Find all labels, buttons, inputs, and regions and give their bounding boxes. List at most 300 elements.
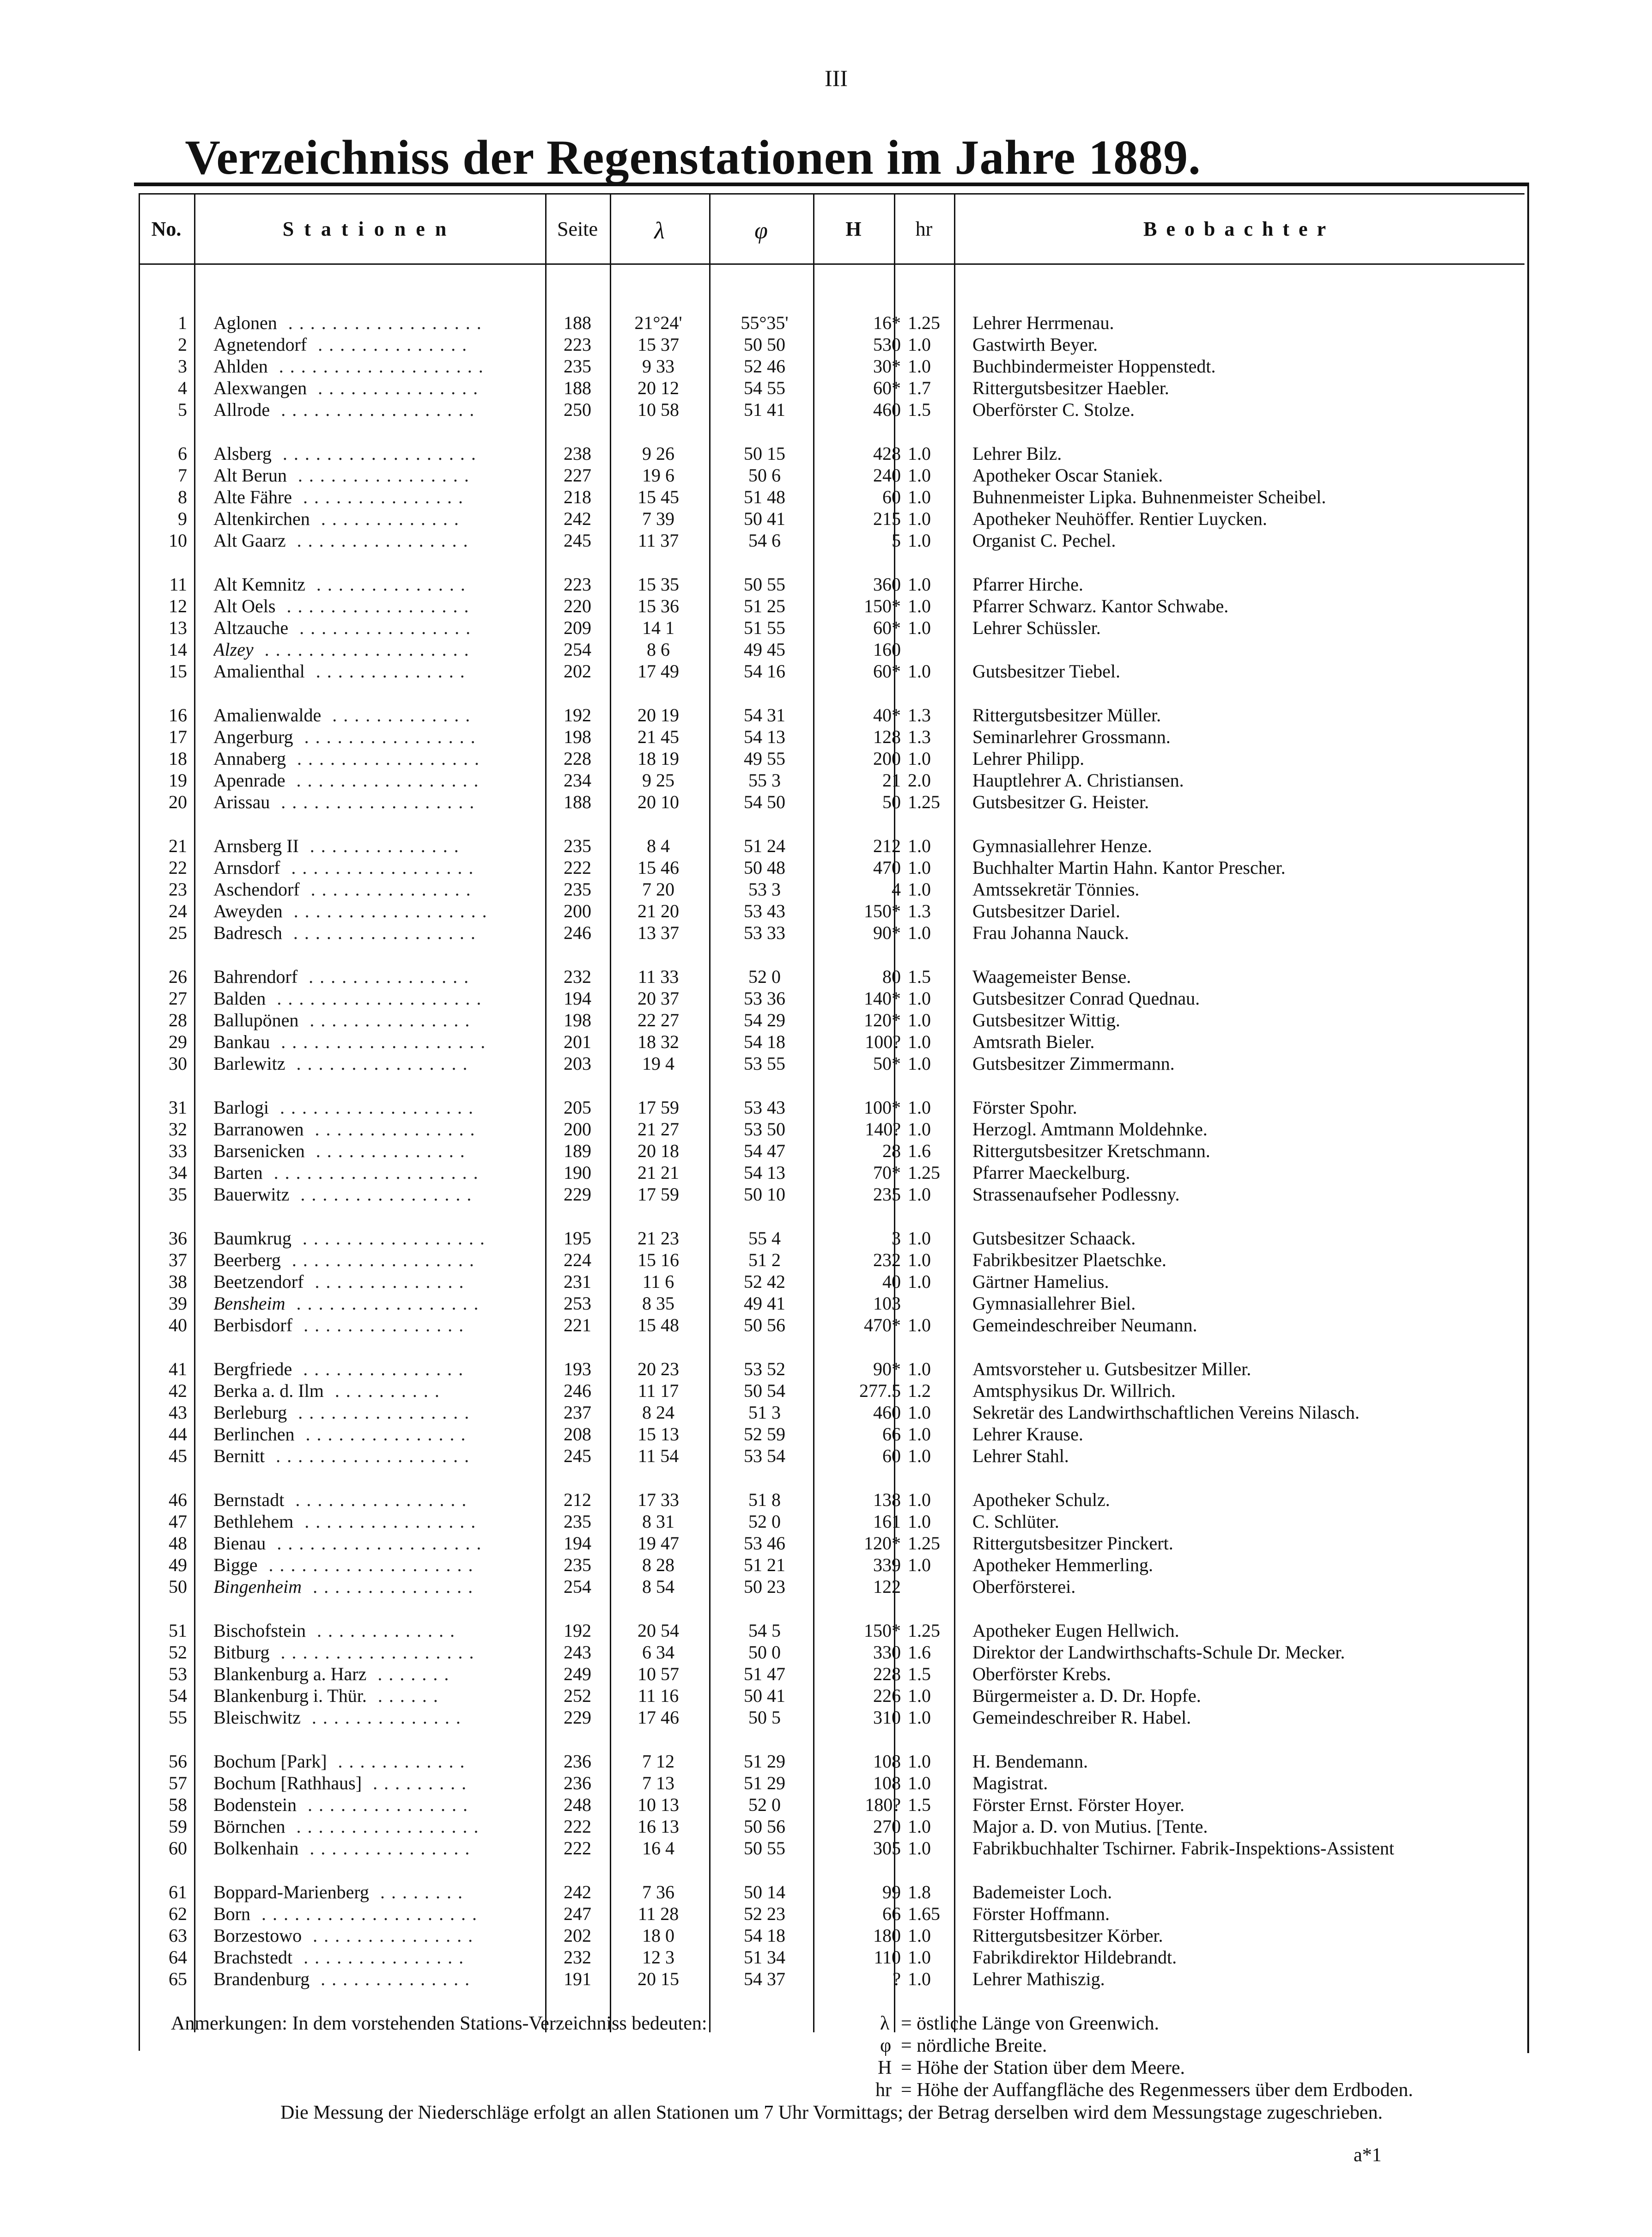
gauge-height: 1.25 bbox=[908, 1533, 940, 1554]
latitude: 50 56 bbox=[744, 1816, 785, 1837]
page-reference: 232 bbox=[564, 966, 591, 987]
observer: Lehrer Bilz. bbox=[972, 443, 1062, 464]
station-name-text: Bleischwitz bbox=[213, 1707, 301, 1728]
table-row bbox=[139, 355, 1524, 377]
gauge-height: 1.25 bbox=[908, 792, 940, 812]
station-name bbox=[213, 1794, 546, 1816]
observer: Gärtner Hamelius. bbox=[972, 1271, 1109, 1292]
table-row bbox=[139, 464, 1524, 486]
longitude: 17 59 bbox=[638, 1097, 679, 1118]
gauge-height: 1.0 bbox=[908, 1097, 931, 1118]
station-name bbox=[213, 1903, 546, 1925]
station-name-text: Bochum [Rathhaus] bbox=[213, 1773, 362, 1793]
station-name-text: Bischofstein bbox=[213, 1620, 306, 1641]
table-row bbox=[139, 900, 1524, 922]
latitude: 53 55 bbox=[744, 1053, 785, 1074]
gauge-height: 1.0 bbox=[908, 988, 931, 1009]
observer: Fabrikbuchhalter Tschirner. Fabrik-Inspektions-Assistent bbox=[972, 1838, 1394, 1859]
station-height: 161 bbox=[873, 1511, 901, 1532]
station-height: 60* bbox=[873, 378, 901, 398]
observer: Seminarlehrer Grossmann. bbox=[972, 726, 1171, 747]
header-h: H bbox=[845, 218, 862, 240]
latitude: 50 14 bbox=[744, 1882, 785, 1902]
latitude: 52 42 bbox=[744, 1271, 785, 1292]
row-group bbox=[139, 704, 1524, 813]
page-number: III bbox=[825, 65, 848, 91]
station-height: 122 bbox=[873, 1576, 901, 1597]
station-name bbox=[213, 464, 546, 486]
station-name bbox=[213, 1641, 546, 1663]
page-reference: 205 bbox=[564, 1097, 591, 1118]
station-number: 11 bbox=[169, 574, 187, 595]
table-row bbox=[139, 748, 1524, 769]
latitude: 50 10 bbox=[744, 1184, 785, 1205]
signature-mark: a*1 bbox=[1354, 2145, 1382, 2166]
notes-phi-definition: = nördliche Breite. bbox=[901, 2035, 1047, 2056]
longitude: 17 33 bbox=[638, 1489, 679, 1510]
page-reference: 188 bbox=[564, 378, 591, 398]
station-number: 20 bbox=[169, 792, 187, 812]
station-name-text: Berleburg bbox=[213, 1402, 287, 1423]
station-name-text: Bensheim bbox=[213, 1293, 285, 1314]
station-name-text: Balden bbox=[213, 988, 266, 1009]
latitude: 54 18 bbox=[744, 1031, 785, 1052]
table-row bbox=[139, 1750, 1524, 1772]
latitude: 50 50 bbox=[744, 334, 785, 355]
page-reference: 228 bbox=[564, 748, 591, 769]
latitude: 54 6 bbox=[748, 530, 781, 551]
dot-leader: .................. bbox=[269, 1642, 480, 1663]
observer: Apotheker Oscar Staniek. bbox=[972, 465, 1163, 486]
page-reference: 198 bbox=[564, 1010, 591, 1030]
station-height: 180 bbox=[873, 1925, 901, 1946]
longitude: 11 37 bbox=[638, 530, 679, 551]
observer: Oberförster Krebs. bbox=[972, 1664, 1111, 1684]
dot-leader: ............. bbox=[321, 705, 477, 725]
station-name bbox=[213, 530, 546, 551]
longitude: 19 4 bbox=[642, 1053, 674, 1074]
station-height: 100? bbox=[865, 1031, 901, 1052]
gauge-height: 1.5 bbox=[908, 1664, 931, 1684]
station-height: 90* bbox=[873, 922, 901, 943]
page-reference: 221 bbox=[564, 1315, 591, 1335]
dot-leader: ................ bbox=[285, 1053, 474, 1074]
station-name-text: Agnetendorf bbox=[213, 334, 307, 355]
station-number: 51 bbox=[169, 1620, 187, 1641]
station-height: 40* bbox=[873, 705, 901, 725]
station-name-text: Bolkenhain bbox=[213, 1838, 299, 1859]
dot-leader: ................... bbox=[266, 988, 488, 1009]
table-row bbox=[139, 1031, 1524, 1053]
page-reference: 235 bbox=[564, 1554, 591, 1575]
station-number: 30 bbox=[169, 1053, 187, 1074]
latitude: 54 55 bbox=[744, 378, 785, 398]
station-name-text: Barlogi bbox=[213, 1097, 269, 1118]
longitude: 15 37 bbox=[638, 334, 679, 355]
page-reference: 191 bbox=[564, 1969, 591, 1989]
latitude: 53 33 bbox=[744, 922, 785, 943]
table-row bbox=[139, 312, 1524, 334]
latitude: 55°35' bbox=[741, 312, 789, 333]
page-reference: 193 bbox=[564, 1359, 591, 1379]
latitude: 54 47 bbox=[744, 1140, 785, 1161]
dot-leader: .................. bbox=[277, 312, 488, 333]
table-frame-inner-rule bbox=[139, 193, 1524, 195]
observer: Gutsbesitzer Tiebel. bbox=[972, 661, 1120, 682]
table-row bbox=[139, 1903, 1524, 1925]
station-name-text: Alt Gaarz bbox=[213, 530, 286, 551]
notes-hr-definition: = Höhe der Auffangfläche des Regenmessers über dem Erdboden. bbox=[901, 2079, 1413, 2101]
table-row bbox=[139, 1423, 1524, 1445]
station-name-text: Aweyden bbox=[213, 901, 283, 921]
station-name bbox=[213, 312, 546, 334]
gauge-height: 1.0 bbox=[908, 879, 931, 900]
page-reference: 195 bbox=[564, 1228, 591, 1249]
latitude: 53 50 bbox=[744, 1119, 785, 1140]
page-reference: 200 bbox=[564, 901, 591, 921]
table-row bbox=[139, 878, 1524, 900]
table-row bbox=[139, 1837, 1524, 1859]
station-name-text: Berbisdorf bbox=[213, 1315, 293, 1335]
latitude: 51 21 bbox=[744, 1554, 785, 1575]
table-row bbox=[139, 377, 1524, 399]
dot-leader: ................... bbox=[253, 639, 475, 660]
longitude: 10 57 bbox=[638, 1664, 679, 1684]
station-name-text: Angerburg bbox=[213, 726, 293, 747]
longitude: 18 19 bbox=[638, 748, 679, 769]
station-name-text: Amalienwalde bbox=[213, 705, 322, 725]
latitude: 54 13 bbox=[744, 726, 785, 747]
table-row bbox=[139, 660, 1524, 682]
station-name-text: Barlewitz bbox=[213, 1053, 285, 1074]
dot-leader: .................. bbox=[265, 1445, 476, 1466]
observer: C. Schlüter. bbox=[972, 1511, 1059, 1532]
latitude: 50 41 bbox=[744, 1685, 785, 1706]
table-row bbox=[139, 1140, 1524, 1162]
row-group bbox=[139, 966, 1524, 1074]
notes-lambda-symbol: λ bbox=[880, 2013, 890, 2034]
station-name bbox=[213, 1402, 546, 1423]
station-name bbox=[213, 639, 546, 660]
page-reference: 192 bbox=[564, 705, 591, 725]
dot-leader: ................... bbox=[270, 1031, 492, 1052]
latitude: 54 31 bbox=[744, 705, 785, 725]
station-name bbox=[213, 1314, 546, 1336]
gauge-height: 1.8 bbox=[908, 1882, 931, 1902]
longitude: 9 25 bbox=[642, 770, 674, 791]
station-height: 460 bbox=[873, 399, 901, 420]
observer: Rittergutsbesitzer Kretschmann. bbox=[972, 1140, 1210, 1161]
station-number: 35 bbox=[169, 1184, 187, 1205]
station-name-text: Barsenicken bbox=[213, 1140, 305, 1161]
table-row bbox=[139, 1641, 1524, 1663]
station-height: 212 bbox=[873, 835, 901, 856]
station-height: 100* bbox=[864, 1097, 901, 1118]
table-row bbox=[139, 1402, 1524, 1423]
longitude: 8 24 bbox=[642, 1402, 674, 1423]
station-name bbox=[213, 1249, 546, 1271]
station-name-text: Bienau bbox=[213, 1533, 266, 1554]
dot-leader: ............... bbox=[298, 1010, 476, 1030]
longitude: 21 21 bbox=[638, 1162, 679, 1183]
latitude: 54 37 bbox=[744, 1969, 785, 1989]
station-height: 70* bbox=[873, 1162, 901, 1183]
longitude: 8 54 bbox=[642, 1576, 674, 1597]
gauge-height: 1.0 bbox=[908, 1969, 931, 1989]
table-row bbox=[139, 966, 1524, 987]
station-height: 470* bbox=[864, 1315, 901, 1335]
gauge-height: 1.6 bbox=[908, 1140, 931, 1161]
notes-hr-symbol: hr bbox=[875, 2079, 892, 2101]
latitude: 54 50 bbox=[744, 792, 785, 812]
station-number: 56 bbox=[169, 1751, 187, 1772]
station-height: 66 bbox=[882, 1903, 901, 1924]
page-reference: 246 bbox=[564, 1380, 591, 1401]
longitude: 8 6 bbox=[647, 639, 670, 660]
longitude: 15 48 bbox=[638, 1315, 679, 1335]
header-hr: hr bbox=[915, 218, 933, 240]
station-name bbox=[213, 1881, 546, 1903]
page-reference: 222 bbox=[564, 1838, 591, 1859]
station-height: 305 bbox=[873, 1838, 901, 1859]
observer: H. Bendemann. bbox=[972, 1751, 1088, 1772]
station-height: 60 bbox=[882, 1445, 901, 1466]
page-reference: 212 bbox=[564, 1489, 591, 1510]
station-name-text: Annaberg bbox=[213, 748, 286, 769]
observer: Förster Hoffmann. bbox=[972, 1903, 1110, 1924]
dot-leader: ............... bbox=[307, 378, 485, 398]
station-name-text: Alexwangen bbox=[213, 378, 307, 398]
station-height: 108 bbox=[873, 1773, 901, 1793]
observer: Waagemeister Bense. bbox=[972, 966, 1131, 987]
gauge-height: 1.0 bbox=[908, 1031, 931, 1052]
observer: Frau Johanna Nauck. bbox=[972, 922, 1129, 943]
gauge-height: 1.0 bbox=[908, 530, 931, 551]
gauge-height: 1.25 bbox=[908, 1620, 940, 1641]
station-height: 310 bbox=[873, 1707, 901, 1728]
table-row bbox=[139, 791, 1524, 813]
page-reference: 192 bbox=[564, 1620, 591, 1641]
table-row bbox=[139, 1009, 1524, 1031]
station-name bbox=[213, 1009, 546, 1031]
gauge-height: 2.0 bbox=[908, 770, 931, 791]
station-height: 60 bbox=[882, 487, 901, 507]
observer: Lehrer Philipp. bbox=[972, 748, 1085, 769]
gauge-height: 1.0 bbox=[908, 661, 931, 682]
longitude: 16 13 bbox=[638, 1816, 679, 1837]
latitude: 53 36 bbox=[744, 988, 785, 1009]
latitude: 51 47 bbox=[744, 1664, 785, 1684]
page-reference: 235 bbox=[564, 1511, 591, 1532]
gauge-height: 1.5 bbox=[908, 1794, 931, 1815]
observer: Oberförster C. Stolze. bbox=[972, 399, 1135, 420]
longitude: 8 28 bbox=[642, 1554, 674, 1575]
observer: Amtsrath Bieler. bbox=[972, 1031, 1095, 1052]
observer: Amtsvorsteher u. Gutsbesitzer Miller. bbox=[972, 1359, 1251, 1379]
page-reference: 236 bbox=[564, 1751, 591, 1772]
station-name-text: Baumkrug bbox=[213, 1228, 292, 1249]
table-row bbox=[139, 1227, 1524, 1249]
header-stations: Stationen bbox=[282, 218, 457, 240]
table-row bbox=[139, 987, 1524, 1009]
page-reference: 249 bbox=[564, 1664, 591, 1684]
station-name bbox=[213, 748, 546, 769]
row-group bbox=[139, 312, 1524, 421]
station-number: 4 bbox=[178, 378, 187, 398]
gauge-height: 1.65 bbox=[908, 1903, 940, 1924]
station-number: 62 bbox=[169, 1903, 187, 1924]
station-height: 530 bbox=[873, 334, 901, 355]
station-number: 59 bbox=[169, 1816, 187, 1837]
station-height: 232 bbox=[873, 1250, 901, 1270]
station-number: 10 bbox=[169, 530, 187, 551]
station-height: 150* bbox=[864, 901, 901, 921]
table-row bbox=[139, 334, 1524, 355]
station-height: 40 bbox=[882, 1271, 901, 1292]
gauge-height: 1.25 bbox=[908, 1162, 940, 1183]
station-name-text: Alt Berun bbox=[213, 465, 287, 486]
page-reference: 222 bbox=[564, 1816, 591, 1837]
page-reference: 198 bbox=[564, 726, 591, 747]
observer: Fabrikbesitzer Plaetschke. bbox=[972, 1250, 1166, 1270]
dot-leader: .................. bbox=[270, 792, 481, 812]
longitude: 11 16 bbox=[638, 1685, 679, 1706]
latitude: 50 56 bbox=[744, 1315, 785, 1335]
station-name bbox=[213, 1685, 546, 1707]
observer: Rittergutsbesitzer Pinckert. bbox=[972, 1533, 1173, 1554]
gauge-height: 1.2 bbox=[908, 1380, 931, 1401]
page-reference: 218 bbox=[564, 487, 591, 507]
notes-lambda-definition: = östliche Länge von Greenwich. bbox=[901, 2013, 1160, 2034]
station-number: 19 bbox=[169, 770, 187, 791]
station-height: 330 bbox=[873, 1642, 901, 1663]
longitude: 17 59 bbox=[638, 1184, 679, 1205]
station-name bbox=[213, 1816, 546, 1837]
station-number: 44 bbox=[169, 1424, 187, 1445]
station-number: 63 bbox=[169, 1925, 187, 1946]
station-name bbox=[213, 900, 546, 922]
longitude: 20 15 bbox=[638, 1969, 679, 1989]
station-name bbox=[213, 1532, 546, 1554]
station-name bbox=[213, 835, 546, 857]
station-number: 12 bbox=[169, 596, 187, 616]
longitude: 21°24' bbox=[634, 312, 682, 333]
page-reference: 242 bbox=[564, 508, 591, 529]
latitude: 51 29 bbox=[744, 1773, 785, 1793]
longitude: 15 45 bbox=[638, 487, 679, 507]
gauge-height: 1.0 bbox=[908, 1489, 931, 1510]
station-name bbox=[213, 1489, 546, 1511]
table-row bbox=[139, 443, 1524, 464]
page-reference: 237 bbox=[564, 1402, 591, 1423]
station-name bbox=[213, 1663, 546, 1685]
table-row bbox=[139, 1314, 1524, 1336]
table-row bbox=[139, 1249, 1524, 1271]
longitude: 20 23 bbox=[638, 1359, 679, 1379]
station-name bbox=[213, 1707, 546, 1728]
longitude: 7 36 bbox=[642, 1882, 674, 1902]
station-name-text: Bahrendorf bbox=[213, 966, 298, 987]
station-number: 32 bbox=[169, 1119, 187, 1140]
station-number: 55 bbox=[169, 1707, 187, 1728]
dot-leader: ................... bbox=[266, 1533, 488, 1554]
page-reference: 252 bbox=[564, 1685, 591, 1706]
latitude: 55 4 bbox=[748, 1228, 781, 1249]
station-name-text: Ballupönen bbox=[213, 1010, 299, 1030]
notes-h-symbol: H bbox=[878, 2057, 892, 2079]
station-number: 37 bbox=[169, 1250, 187, 1270]
station-number: 31 bbox=[169, 1097, 187, 1118]
table-row bbox=[139, 857, 1524, 878]
station-height: 277.5 bbox=[859, 1380, 901, 1401]
latitude: 51 55 bbox=[744, 617, 785, 638]
station-rows bbox=[139, 312, 1524, 2012]
header-phi: φ bbox=[754, 218, 768, 244]
longitude: 7 13 bbox=[642, 1773, 674, 1793]
gauge-height: 1.3 bbox=[908, 726, 931, 747]
dot-leader: ............... bbox=[302, 1925, 480, 1946]
station-number: 61 bbox=[169, 1882, 187, 1902]
table-row bbox=[139, 1511, 1524, 1532]
station-name bbox=[213, 726, 546, 748]
dot-leader: ................ bbox=[293, 1511, 482, 1532]
station-height: 21 bbox=[882, 770, 901, 791]
observer: Gutsbesitzer Conrad Quednau. bbox=[972, 988, 1200, 1009]
station-name-text: Bergfriede bbox=[213, 1359, 292, 1379]
station-height: 110 bbox=[874, 1947, 901, 1968]
station-height: ? bbox=[893, 1969, 901, 1989]
station-number: 14 bbox=[169, 639, 187, 660]
page-reference: 229 bbox=[564, 1184, 591, 1205]
station-height: 103 bbox=[873, 1293, 901, 1314]
observer: Förster Spohr. bbox=[972, 1097, 1077, 1118]
station-number: 57 bbox=[169, 1773, 187, 1793]
page-reference: 208 bbox=[564, 1424, 591, 1445]
latitude: 51 41 bbox=[744, 399, 785, 420]
latitude: 53 43 bbox=[744, 901, 785, 921]
observer: Amtssekretär Tönnies. bbox=[972, 879, 1140, 900]
station-name bbox=[213, 1750, 546, 1772]
observer: Rittergutsbesitzer Körber. bbox=[972, 1925, 1163, 1946]
dot-leader: .............. bbox=[300, 1707, 467, 1728]
table-row bbox=[139, 530, 1524, 551]
gauge-height: 1.0 bbox=[908, 1315, 931, 1335]
gauge-height: 1.0 bbox=[908, 356, 931, 377]
observer: Herzogl. Amtmann Moldehnke. bbox=[972, 1119, 1208, 1140]
table-row bbox=[139, 1118, 1524, 1140]
observer: Gemeindeschreiber Neumann. bbox=[972, 1315, 1197, 1335]
station-name bbox=[213, 1445, 546, 1467]
dot-leader: ................. bbox=[285, 1293, 485, 1314]
station-height: 360 bbox=[873, 574, 901, 595]
station-name bbox=[213, 1925, 546, 1946]
latitude: 51 29 bbox=[744, 1751, 785, 1772]
latitude: 50 15 bbox=[744, 443, 785, 464]
longitude: 21 27 bbox=[638, 1119, 679, 1140]
table-row bbox=[139, 1097, 1524, 1118]
page-reference: 223 bbox=[564, 334, 591, 355]
gauge-height: 1.0 bbox=[908, 857, 931, 878]
observer: Buchhalter Martin Hahn. Kantor Prescher. bbox=[972, 857, 1286, 878]
page-reference: 238 bbox=[564, 443, 591, 464]
gauge-height: 1.0 bbox=[908, 617, 931, 638]
observer: Gemeindeschreiber R. Habel. bbox=[972, 1707, 1191, 1728]
latitude: 50 6 bbox=[748, 465, 781, 486]
dot-leader: ................ bbox=[284, 1489, 473, 1510]
observer: Lehrer Mathiszig. bbox=[972, 1969, 1105, 1989]
observer: Buhnenmeister Lipka. Buhnenmeister Scheibel. bbox=[972, 487, 1326, 507]
dot-leader: ................. bbox=[286, 748, 486, 769]
